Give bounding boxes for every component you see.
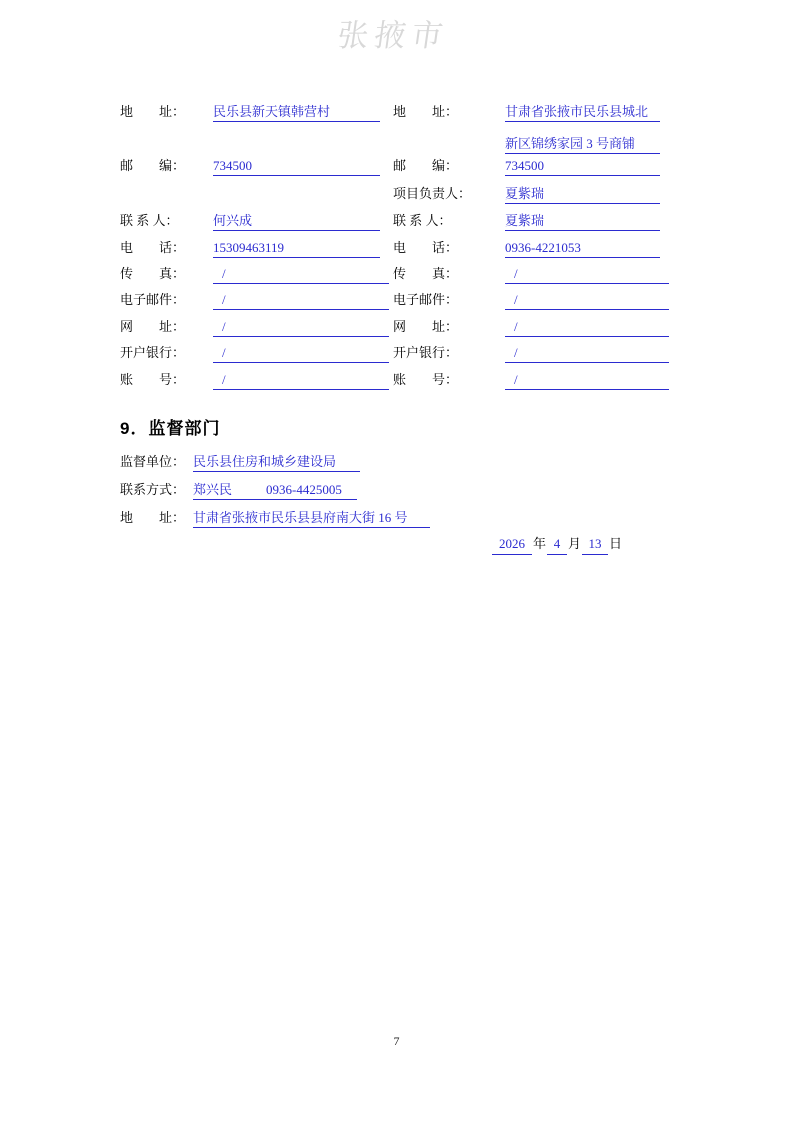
website-label: 网 址： [393,319,459,334]
supervision-contact-phone: 0936-4425005 [266,482,342,497]
date-day: 13 [582,534,608,555]
fax-label: 传 真： [120,266,186,281]
date-year-label: 年 [533,536,547,551]
website-value: / [505,317,669,337]
email-label: 电子邮件： [120,292,186,307]
document-date [492,534,623,554]
section-heading-supervision: 9．监督部门 [120,419,221,438]
contact-person-value: 夏紫瑞 [505,211,660,231]
fax-label: 传 真： [393,266,459,281]
supervision-unit-value: 民乐县住房和城乡建设局 [193,452,360,472]
project-manager-label: 项目负责人： [393,186,472,201]
contact-person-label: 联 系 人： [393,213,452,228]
date-month: 4 [547,534,567,555]
address-label: 地 址： [393,104,459,119]
account-label: 账 号： [120,372,186,387]
page-number: 7 [393,1034,400,1048]
email-value: / [505,290,669,310]
account-value: / [505,370,669,390]
supervision-address-value: 甘肃省张掖市民乐县县府南大街 16 号 [193,508,430,528]
city-watermark: 张掖市 [335,18,452,53]
date-month-label: 月 [568,536,582,551]
supervision-address-label: 地 址： [120,510,186,525]
postcode-label: 邮 编： [393,158,459,173]
bank-label: 开户银行： [393,345,459,360]
phone-value: 0936-4221053 [505,238,660,258]
postcode-label: 邮 编： [120,158,186,173]
supervision-contact-name: 郑兴民 [193,482,233,497]
address-label: 地 址： [120,104,186,119]
postcode-value: 734500 [213,156,380,176]
fax-value: / [213,264,389,284]
account-label: 账 号： [393,372,459,387]
phone-value: 15309463119 [213,238,380,258]
date-year: 2026 [492,534,532,555]
bank-label: 开户银行： [120,345,186,360]
phone-label: 电 话： [393,240,459,255]
project-manager-value: 夏紫瑞 [505,184,660,204]
bank-value: / [213,343,389,363]
website-value: / [213,317,389,337]
email-label: 电子邮件： [393,292,459,307]
address-value-line1: 甘肃省张掖市民乐县城北 [505,102,660,122]
date-day-label: 日 [609,536,623,551]
email-value: / [213,290,389,310]
supervision-contact-label: 联系方式： [120,482,186,497]
postcode-value: 734500 [505,156,660,176]
bank-value: / [505,343,669,363]
supervision-unit-label: 监督单位： [120,454,186,469]
supervision-contact-value [193,480,357,500]
account-value: / [213,370,389,390]
fax-value: / [505,264,669,284]
website-label: 网 址： [120,319,186,334]
address-value: 民乐县新天镇韩营村 [213,102,380,122]
address-value-line2: 新区锦绣家园 3 号商铺 [505,134,660,154]
contact-person-label: 联 系 人： [120,213,179,228]
phone-label: 电 话： [120,240,186,255]
contact-person-value: 何兴成 [213,211,380,231]
